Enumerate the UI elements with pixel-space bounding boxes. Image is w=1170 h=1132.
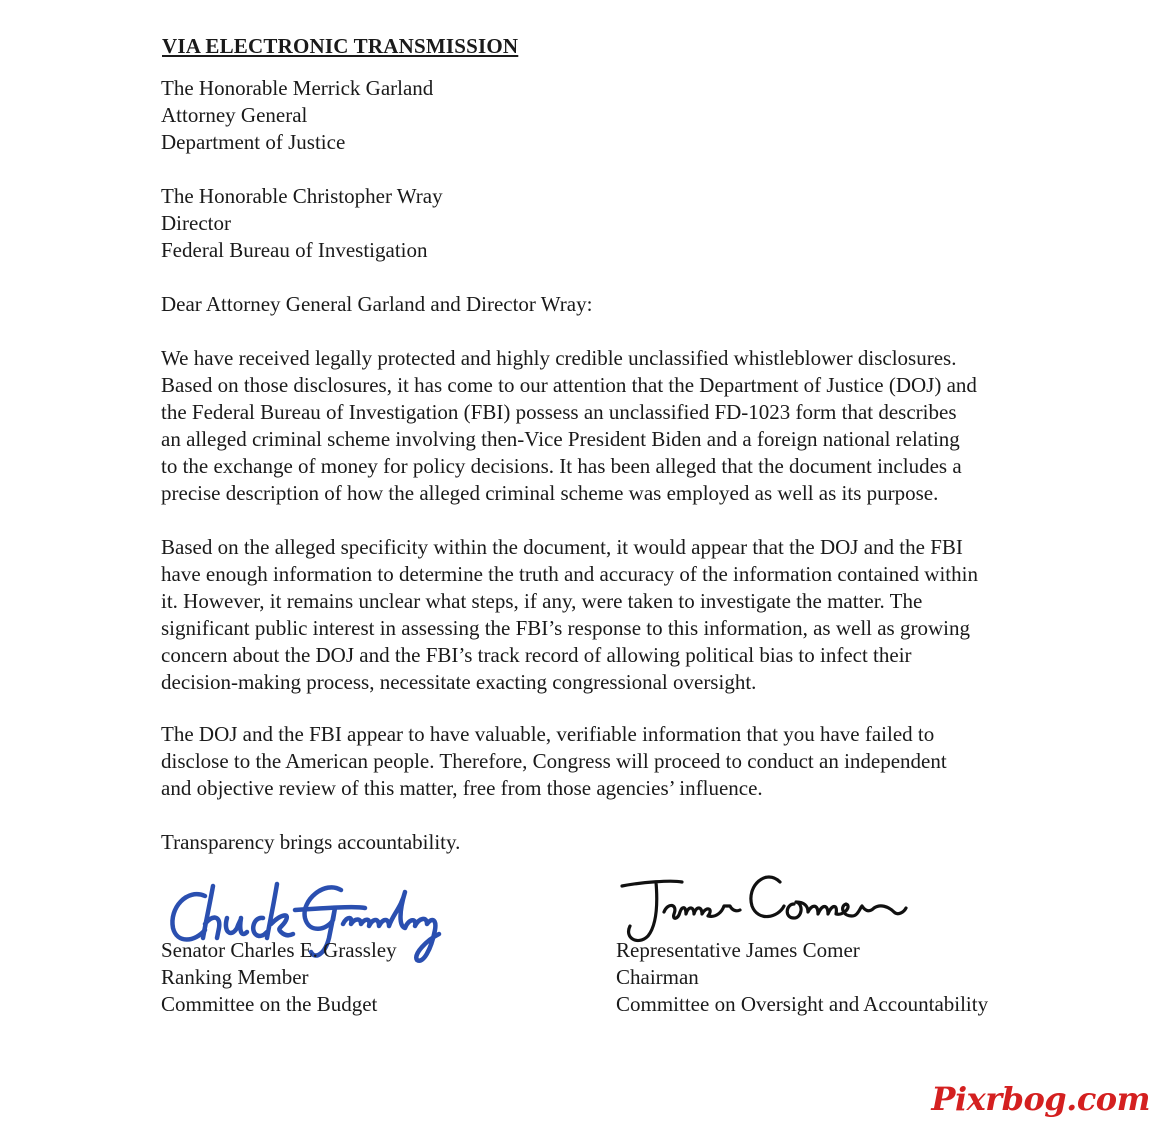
recipient-title: Director [161,211,231,235]
signer-name: Senator Charles E. Grassley [161,938,397,962]
paragraph-line: Based on those disclosures, it has come to our attention that the Department of Justice (DOJ) and [161,373,977,397]
paragraph-3 [161,721,1021,802]
paragraph-line: significant public interest in assessing the FBI’s response to this information, as well as growing [161,616,970,640]
recipient-agency: Department of Justice [161,130,346,154]
signature-block-comer [616,937,988,1018]
closing [161,829,460,856]
salutation-text: Dear Attorney General Garland and Director Wray: [161,292,593,316]
paragraph-line: We have received legally protected and highly credible unclassified whistleblower disclosures. [161,346,957,370]
signer-committee: Committee on Oversight and Accountability [616,992,989,1016]
paragraph-line: and objective review of this matter, free from those agencies’ influence. [161,776,763,800]
recipient-garland [161,75,433,156]
signer-name: Representative James Comer [616,938,860,962]
signature-block-grassley [161,937,397,1018]
salutation [161,291,592,318]
transmission-header: VIA ELECTRONIC TRANSMISSION [162,34,519,58]
paragraph-line: Based on the alleged specificity within the document, it would appear that the DOJ and the FBI [161,535,963,559]
closing-text: Transparency brings accountability. [161,830,461,854]
watermark-text: Pixrbog.com [931,1080,1150,1118]
signer-title: Chairman [616,965,699,989]
recipient-wray [161,183,443,264]
paragraph-line: an alleged criminal scheme involving then-Vice President Biden and a foreign national relating [161,427,960,451]
paragraph-line: to the exchange of money for policy decisions. It has been alleged that the document includes a [161,454,962,478]
paragraph-line: decision-making process, necessitate exacting congressional oversight. [161,670,757,694]
paragraph-line: it. However, it remains unclear what steps, if any, were taken to investigate the matter. The [161,589,923,613]
recipient-agency: Federal Bureau of Investigation [161,238,428,262]
paragraph-line: disclose to the American people. Therefore, Congress will proceed to conduct an independent [161,749,947,773]
paragraph-line: concern about the DOJ and the FBI’s track record of allowing political bias to infect their [161,643,912,667]
signer-title: Ranking Member [161,965,309,989]
paragraph-line: have enough information to determine the truth and accuracy of the information contained within [161,562,978,586]
recipient-name: The Honorable Merrick Garland [161,76,434,100]
paragraph-line: The DOJ and the FBI appear to have valuable, verifiable information that you have failed to [161,722,935,746]
paragraph-1 [161,345,1021,507]
paragraph-2 [161,534,1021,696]
signer-committee: Committee on the Budget [161,992,378,1016]
paragraph-line: precise description of how the alleged criminal scheme was employed as well as its purpose. [161,481,939,505]
recipient-title: Attorney General [161,103,308,127]
paragraph-line: the Federal Bureau of Investigation (FBI) possess an unclassified FD-1023 form that describes [161,400,957,424]
recipient-name: The Honorable Christopher Wray [161,184,443,208]
